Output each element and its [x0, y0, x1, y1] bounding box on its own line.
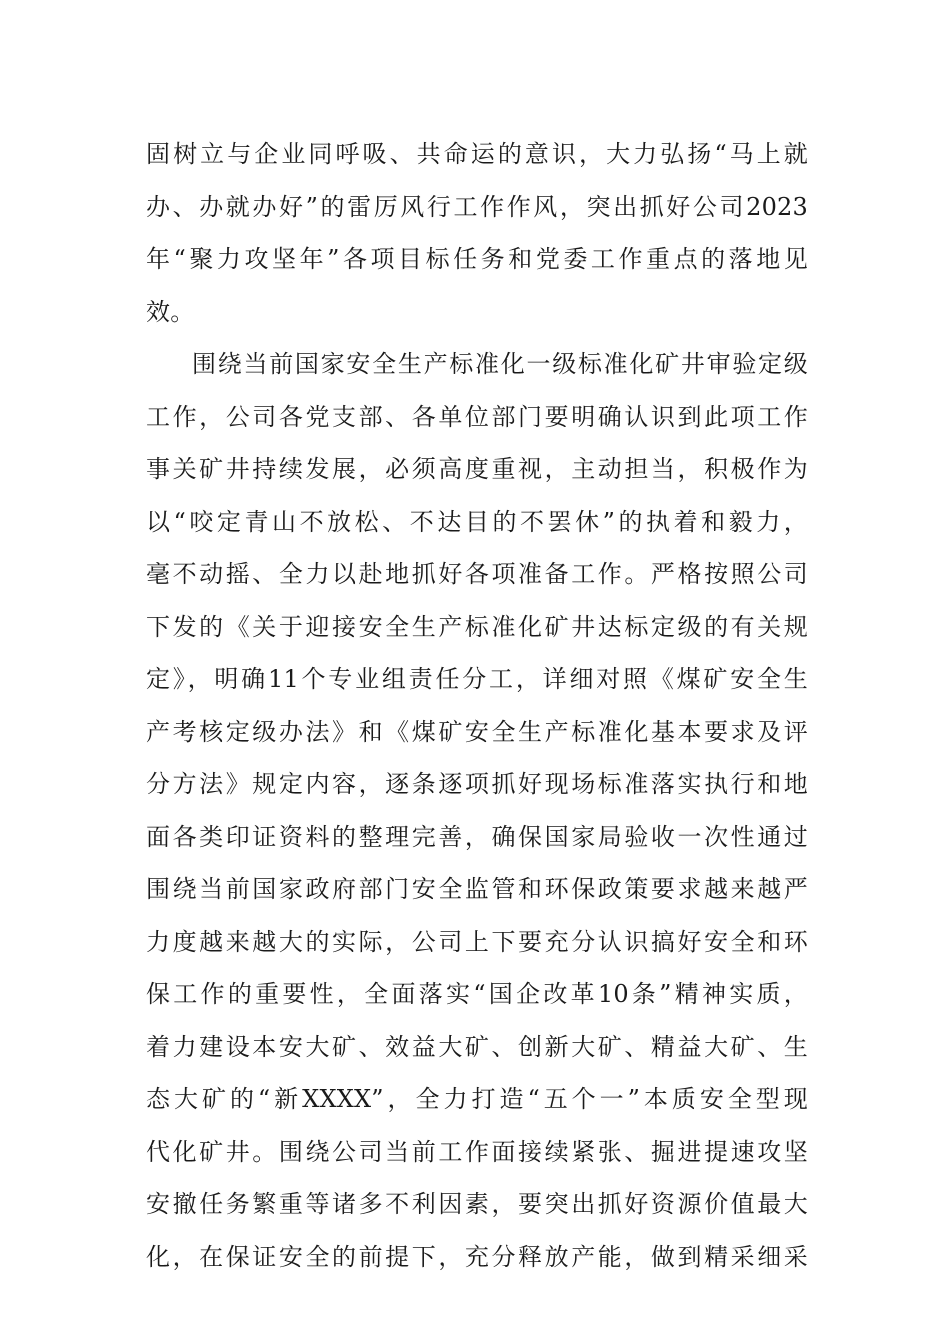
- text-line: 代化矿井。围绕公司当前工作面接续紧张、掘进提速攻坚: [146, 1137, 808, 1166]
- text-line: 下发的《关于迎接安全生产标准化矿井达标定级的有关规: [146, 612, 808, 641]
- text-line: 着力建设本安大矿、效益大矿、创新大矿、精益大矿、生: [146, 1032, 808, 1061]
- text-line: 定》，明确11个专业组责任分工，详细对照《煤矿安全生: [146, 665, 808, 693]
- text-line: 保工作的重要性，全面落实“国企改革10条”精神实质，: [146, 980, 808, 1008]
- text-line: 产考核定级办法》和《煤矿安全生产标准化基本要求及评: [146, 717, 808, 746]
- text-line: 毫不动摇、全力以赴地抓好各项准备工作。严格按照公司: [146, 560, 808, 588]
- text-line: 效。: [146, 297, 195, 326]
- text-line: 事关矿井持续发展，必须高度重视，主动担当，积极作为: [146, 455, 808, 483]
- text-line: 办、办就办好”的雷厉风行工作作风，突出抓好公司2023: [146, 192, 808, 221]
- text-line: 年“聚力攻坚年”各项目标任务和党委工作重点的落地见: [146, 245, 808, 273]
- body-text: [146, 128, 808, 1283]
- text-line: 力度越来越大的实际，公司上下要充分认识搞好安全和环: [146, 927, 808, 956]
- text-line: 工作，公司各党支部、各单位部门要明确认识到此项工作: [146, 402, 808, 431]
- text-line: 化，在保证安全的前提下，充分释放产能，做到精采细采: [146, 1242, 808, 1271]
- text-line: 围绕当前国家政府部门安全监管和环保政策要求越来越严: [146, 875, 808, 903]
- text-line: 面各类印证资料的整理完善，确保国家局验收一次性通过: [146, 822, 808, 851]
- text-line: 固树立与企业同呼吸、共命运的意识，大力弘扬“马上就: [146, 140, 808, 168]
- text-line: 以“咬定青山不放松、不达目的不罢休”的执着和毅力，: [146, 507, 808, 536]
- text-line: 围绕当前国家安全生产标准化一级标准化矿井审验定级: [192, 350, 808, 378]
- text-line: 态大矿的“新XXXX”，全力打造“五个一”本质安全型现: [146, 1085, 808, 1113]
- text-line: 分方法》规定内容，逐条逐项抓好现场标准落实执行和地: [146, 770, 808, 798]
- text-line: 安撤任务繁重等诸多不利因素，要突出抓好资源价值最大: [146, 1190, 808, 1218]
